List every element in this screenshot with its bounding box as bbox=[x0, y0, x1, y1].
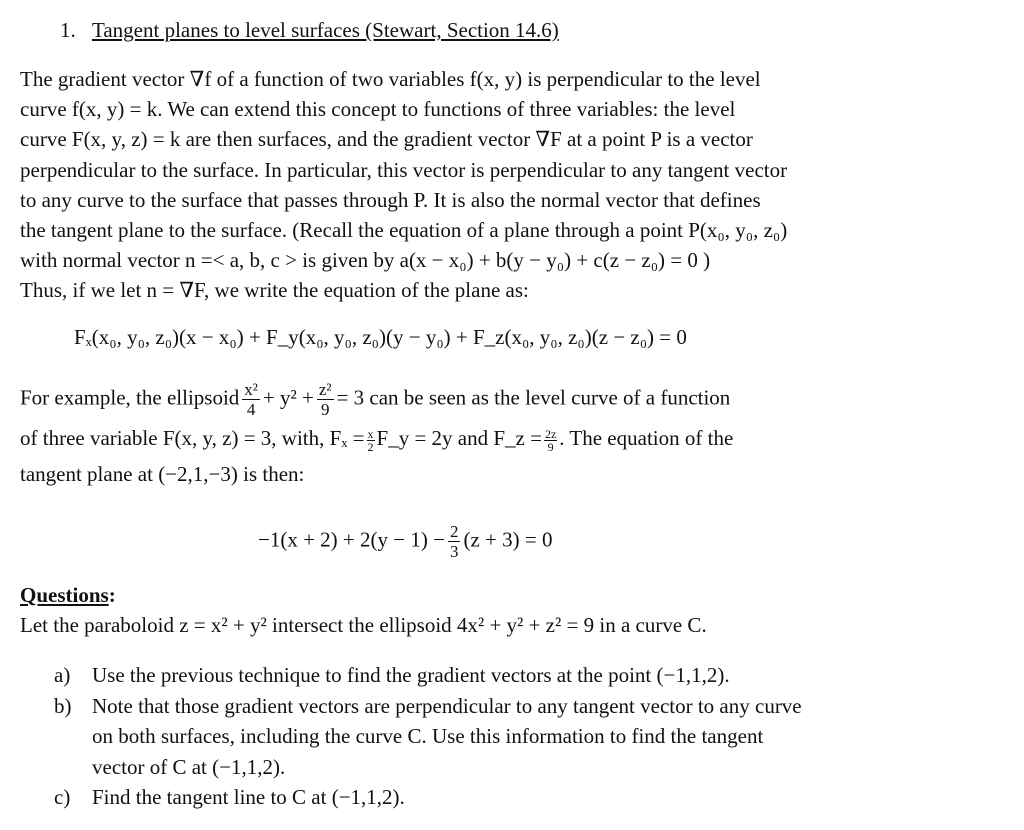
question-text bbox=[92, 660, 894, 691]
fraction-x-over-2 bbox=[367, 428, 375, 453]
fraction-2-over-3 bbox=[448, 522, 461, 561]
example-text: of three variable F(x, y, z) = 3, with, Fₓ = bbox=[20, 426, 365, 450]
fraction-denominator: 9 bbox=[547, 439, 554, 454]
intro-paragraph bbox=[20, 64, 890, 306]
fraction-numerator: z² bbox=[318, 380, 332, 399]
intro-line: curve F(x, y, z) = k are then surfaces, and the gradient vector ∇F at a point P is a vector bbox=[20, 127, 753, 152]
fraction-x2-over-4 bbox=[242, 380, 260, 419]
question-line: on both surfaces, including the curve C. Use this information to find the tangent bbox=[92, 724, 764, 748]
intro-line: perpendicular to the surface. In particular, this vector is perpendicular to any tangent vector bbox=[20, 157, 788, 182]
fraction-denominator: 9 bbox=[320, 400, 330, 419]
question-text bbox=[92, 782, 894, 813]
section-heading bbox=[60, 18, 559, 43]
fraction-numerator: x bbox=[367, 426, 374, 441]
fraction-2z-over-9 bbox=[544, 428, 557, 453]
fraction-numerator: x² bbox=[244, 380, 258, 399]
example-text: = 3 can be seen as the level curve of a function bbox=[336, 385, 731, 410]
intro-line: The gradient vector ∇f of a function of two variables f(x, y) is perpendicular to the level bbox=[20, 67, 761, 91]
plane-equation: Fₓ(x₀, y₀, z₀)(x − x₀) + F_y(x₀, y₀, z₀)(y − y₀) + F_z(x₀, y₀, z₀)(z − z₀) = 0 bbox=[74, 325, 687, 349]
intro-line: with normal vector n =< a, b, c > is given by a(x − x₀) + b(y − y₀) + c(z − z₀) = 0 ) bbox=[20, 248, 711, 273]
question-line: Find the tangent line to C at (−1,1,2). bbox=[92, 785, 405, 809]
questions-intro: Let the paraboloid z = x² + y² intersect the ellipsoid 4x² + y² + z² = 9 in a curve C. bbox=[20, 613, 707, 637]
fraction-z2-over-9 bbox=[317, 380, 334, 419]
intro-line: curve f(x, y) = k. We can extend this concept to functions of three variables: the level bbox=[20, 97, 736, 122]
question-list bbox=[54, 660, 894, 813]
fraction-numerator: 2z bbox=[544, 426, 557, 441]
intro-line: Thus, if we let n = ∇F, we write the equation of the plane as: bbox=[20, 278, 529, 303]
example-line-2 bbox=[20, 426, 733, 453]
question-label: a) bbox=[54, 663, 71, 687]
intro-line: to any curve to the surface that passes through P. It is also the normal vector that defines bbox=[20, 187, 761, 212]
example-text: . The equation of the bbox=[559, 426, 734, 450]
question-line: vector of C at (−1,1,2). bbox=[92, 754, 286, 779]
question-line: Note that those gradient vectors are perpendicular to any tangent vector to any curve bbox=[92, 693, 802, 718]
equation-right: (z + 3) = 0 bbox=[463, 527, 553, 552]
question-text bbox=[92, 691, 894, 783]
fraction-numerator: 2 bbox=[449, 522, 459, 541]
fraction-denominator: 3 bbox=[449, 542, 459, 561]
example-line-3: tangent plane at (−2,1,−3) is then: bbox=[20, 462, 305, 486]
section-number: 1. bbox=[60, 18, 76, 42]
questions-heading bbox=[20, 583, 116, 608]
question-label: b) bbox=[54, 693, 72, 718]
fraction-denominator: 4 bbox=[246, 400, 256, 419]
example-text: F_y = 2y and F_z = bbox=[376, 426, 542, 450]
example-text: For example, the ellipsoid bbox=[20, 385, 240, 410]
question-line: Use the previous technique to find the gradient vectors at the point (−1,1,2). bbox=[92, 663, 730, 687]
example-text: + y² + bbox=[262, 385, 314, 410]
fraction-denominator: 2 bbox=[367, 439, 374, 454]
tangent-plane-equation bbox=[258, 522, 552, 561]
question-c bbox=[54, 782, 894, 813]
questions-heading-colon: : bbox=[108, 583, 116, 607]
equation-left: −1(x + 2) + 2(y − 1) − bbox=[258, 527, 445, 552]
question-a bbox=[54, 660, 894, 691]
intro-line: the tangent plane to the surface. (Recall the equation of a plane through a point P(x₀, y₀, z₀) bbox=[20, 218, 788, 243]
questions-heading-text: Questions bbox=[20, 583, 109, 607]
section-title: Tangent planes to level surfaces (Stewart, Section 14.6) bbox=[92, 18, 559, 42]
example-line-1 bbox=[20, 380, 730, 419]
question-label: c) bbox=[54, 785, 71, 809]
question-b bbox=[54, 691, 894, 783]
